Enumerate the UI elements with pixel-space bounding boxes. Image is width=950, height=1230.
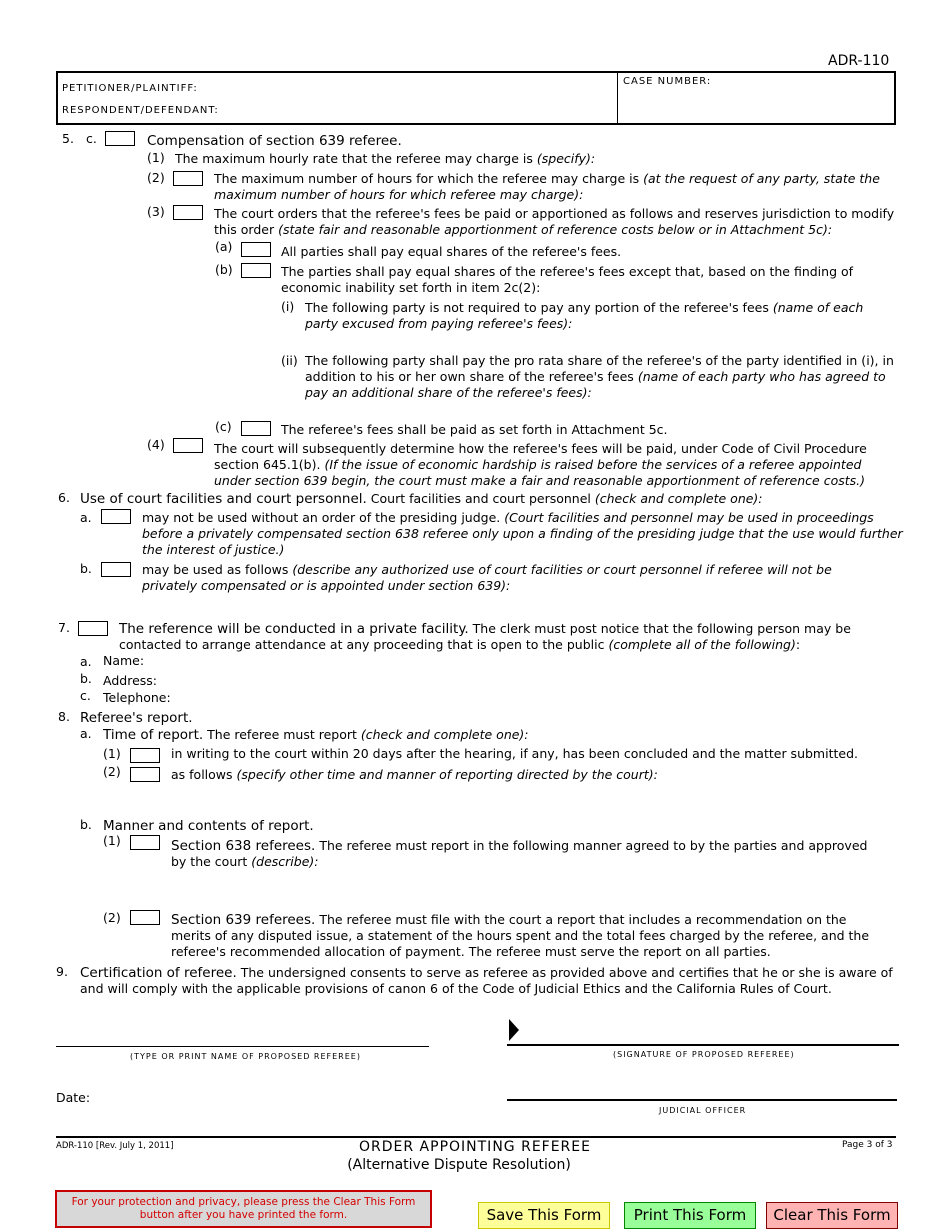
item5-b-line1: The parties shall pay equal shares of the referee's fees except that, based on the finding of <box>281 264 854 279</box>
item5-s2-line1: The maximum number of hours for which the referee may charge is (at the request of any party, state the <box>214 171 880 186</box>
item5c-title: Compensation of section 639 referee. <box>147 133 402 149</box>
item6-b-line1: may be used as follows (describe any authorized use of court facilities or court personnel if referee will not be <box>142 562 832 577</box>
item6-a-checkbox[interactable] <box>101 509 131 524</box>
privacy-notice <box>55 1190 432 1228</box>
item8-a-line: Time of report. The referee must report (check and complete one): <box>103 727 529 743</box>
name-caption: (TYPE OR PRINT NAME OF PROPOSED REFEREE) <box>130 1052 361 1061</box>
item5-s1-num: (1) <box>147 150 165 165</box>
item8-b2-line2: merits of any disputed issue, a statement of the hours spent and the total fees charged by the referee, and the <box>171 928 870 943</box>
footer-title: ORDER APPOINTING REFEREE <box>359 1139 591 1155</box>
item7-telephone-label: Telephone: <box>103 690 171 705</box>
item5-i-line1: The following party is not required to pay any portion of the referee's fees (name of each <box>305 300 864 315</box>
item5-s4-line2: section 645.1(b). (If the issue of economic hardship is raised before the services of a referee appointed <box>214 457 862 472</box>
item8-b1-line1: Section 638 referees. The referee must report in the following manner agreed to by the parties and approved <box>171 838 868 854</box>
item5-c-label: (c) <box>215 419 232 434</box>
item6-a-line2: before a privately compensated section 638 referee only upon a finding of the presiding judge that the use would further <box>142 526 903 541</box>
item6-b-label: b. <box>80 561 92 576</box>
print-form-button[interactable]: Print This Form <box>624 1202 756 1229</box>
item8-a1-text: in writing to the court within 20 days after the hearing, if any, has been concluded and the matter submitted. <box>171 746 858 761</box>
item5-s3-num: (3) <box>147 204 165 219</box>
item5c-checkbox[interactable] <box>105 131 135 146</box>
item5-a-checkbox[interactable] <box>241 242 271 257</box>
privacy-line1: For your protection and privacy, please press the Clear This Form <box>71 1196 416 1208</box>
item7-b-label: b. <box>80 671 92 686</box>
item5-b-checkbox[interactable] <box>241 263 271 278</box>
judicial-caption: JUDICIAL OFFICER <box>659 1106 747 1115</box>
item6-a-line1: may not be used without an order of the presiding judge. (Court facilities and personnel may be used in proceedings <box>142 510 874 525</box>
item5-ii-label: (ii) <box>281 353 298 368</box>
caption-divider <box>617 72 618 124</box>
item5-s1: The maximum hourly rate that the referee may charge is (specify): <box>175 151 596 166</box>
item9-line1: Certification of referee. The undersigned consents to serve as referee as provided above and certifies that he or she is aware of <box>80 965 893 981</box>
footer-rule <box>56 1136 896 1138</box>
item8-title: Referee's report. <box>80 710 193 726</box>
item7-line2: contacted to arrange attendance at any proceeding that is open to the public (complete all of the following): <box>119 637 801 652</box>
item5-s4-checkbox[interactable] <box>173 438 203 453</box>
clear-form-button[interactable]: Clear This Form <box>766 1202 898 1229</box>
item8-a2-num: (2) <box>103 764 121 779</box>
footer-subtitle: (Alternative Dispute Resolution) <box>347 1157 571 1173</box>
item5-i-line2: party excused from paying referee's fees): <box>305 316 573 331</box>
item8-b2-line3: referee's recommended allocation of payment. The referee must serve the report on all parties. <box>171 944 771 959</box>
item5-s2-checkbox[interactable] <box>173 171 203 186</box>
item5-c-text: The referee's fees shall be paid as set forth in Attachment 5c. <box>281 422 668 437</box>
item7-c-label: c. <box>80 688 91 703</box>
judicial-line <box>507 1099 897 1101</box>
signature-line <box>507 1044 899 1046</box>
item7-number: 7. <box>58 620 70 635</box>
item5-a-label: (a) <box>215 239 233 254</box>
item5-s3-checkbox[interactable] <box>173 205 203 220</box>
item7-a-label: a. <box>80 654 92 669</box>
item8-b1-line2: by the court (describe): <box>171 854 319 869</box>
name-line <box>56 1046 429 1047</box>
item5-c-checkbox[interactable] <box>241 421 271 436</box>
item8-b1-num: (1) <box>103 833 121 848</box>
item5-s2-num: (2) <box>147 170 165 185</box>
item6-a-line3: the interest of justice.) <box>142 542 285 557</box>
item5-s2-line2: maximum number of hours for which referee may charge): <box>214 187 584 202</box>
item5-i-label: (i) <box>281 299 295 314</box>
signature-caption: (SIGNATURE OF PROPOSED REFEREE) <box>613 1050 795 1059</box>
item5-b-label: (b) <box>215 262 233 277</box>
item8-b1-checkbox[interactable] <box>130 835 160 850</box>
item5-s4-num: (4) <box>147 437 165 452</box>
item8-b-label: b. <box>80 817 92 832</box>
case-number-label: CASE NUMBER: <box>623 76 712 87</box>
item5-letter: c. <box>86 131 97 146</box>
item8-b2-num: (2) <box>103 910 121 925</box>
item8-a-label: a. <box>80 726 92 741</box>
item8-a1-checkbox[interactable] <box>130 748 160 763</box>
item8-a2-text: as follows (specify other time and manner of reporting directed by the court): <box>171 767 658 782</box>
item6-a-label: a. <box>80 510 92 525</box>
item7-name-label: Name: <box>103 653 145 668</box>
item6-b-checkbox[interactable] <box>101 562 131 577</box>
item5-ii-line2: addition to his or her own share of the referee's fees (name of each party who has agreed to <box>305 369 886 384</box>
item7-address-label: Address: <box>103 673 157 688</box>
item5-s4-line1: The court will subsequently determine how the referee's fees will be paid, under Code of Civil Procedure <box>214 441 867 456</box>
item5-s3-line1: The court orders that the referee's fees be paid or apportioned as follows and reserves jurisdiction to modify <box>214 206 895 221</box>
save-form-button[interactable]: Save This Form <box>478 1202 610 1229</box>
item5-number: 5. <box>62 131 74 146</box>
item9-number: 9. <box>56 964 68 979</box>
item8-number: 8. <box>58 709 70 724</box>
item5-s4-line3: under section 639 begin, the court must make a fair and reasonable apportionment of reference costs.) <box>214 473 866 488</box>
form-id: ADR-110 <box>828 53 890 69</box>
item8-b2-line1: Section 639 referees. The referee must file with the court a report that includes a recommendation on the <box>171 912 847 928</box>
privacy-line2: button after you have printed the form. <box>139 1209 348 1221</box>
petitioner-label: PETITIONER/PLAINTIFF: <box>62 83 198 94</box>
item6-title: Use of court facilities and court personnel. Court facilities and court personnel (check and complete one): <box>80 491 763 507</box>
item5-b-line2: economic inability set forth in item 2c(2): <box>281 280 541 295</box>
respondent-label: RESPONDENT/DEFENDANT: <box>62 105 219 116</box>
item8-a1-num: (1) <box>103 746 121 761</box>
item7-line1: The reference will be conducted in a private facility. The clerk must post notice that the following person may be <box>119 621 851 637</box>
item8-a2-checkbox[interactable] <box>130 767 160 782</box>
item6-number: 6. <box>58 490 70 505</box>
item6-b-line2: privately compensated or is appointed under section 639): <box>142 578 511 593</box>
item7-checkbox[interactable] <box>78 621 108 636</box>
item5-ii-line1: The following party shall pay the pro rata share of the referee's of the party identified in (i), in <box>305 353 894 368</box>
form-revision: ADR-110 [Rev. July 1, 2011] <box>56 1141 174 1151</box>
item5-s3-line2: this order (state fair and reasonable apportionment of reference costs below or in Attachment 5c): <box>214 222 833 237</box>
item8-b-title: Manner and contents of report. <box>103 818 314 834</box>
item9-line2: and will comply with the applicable provisions of canon 6 of the Code of Judicial Ethics and the California Rules of Court. <box>80 981 832 996</box>
item8-b2-checkbox[interactable] <box>130 910 160 925</box>
item5-ii-line3: pay an additional share of the referee's fees): <box>305 385 592 400</box>
page-number: Page 3 of 3 <box>842 1140 893 1150</box>
signature-arrow-icon <box>509 1019 520 1041</box>
date-label: Date: <box>56 1090 91 1105</box>
item5-a-text: All parties shall pay equal shares of the referee's fees. <box>281 244 622 259</box>
